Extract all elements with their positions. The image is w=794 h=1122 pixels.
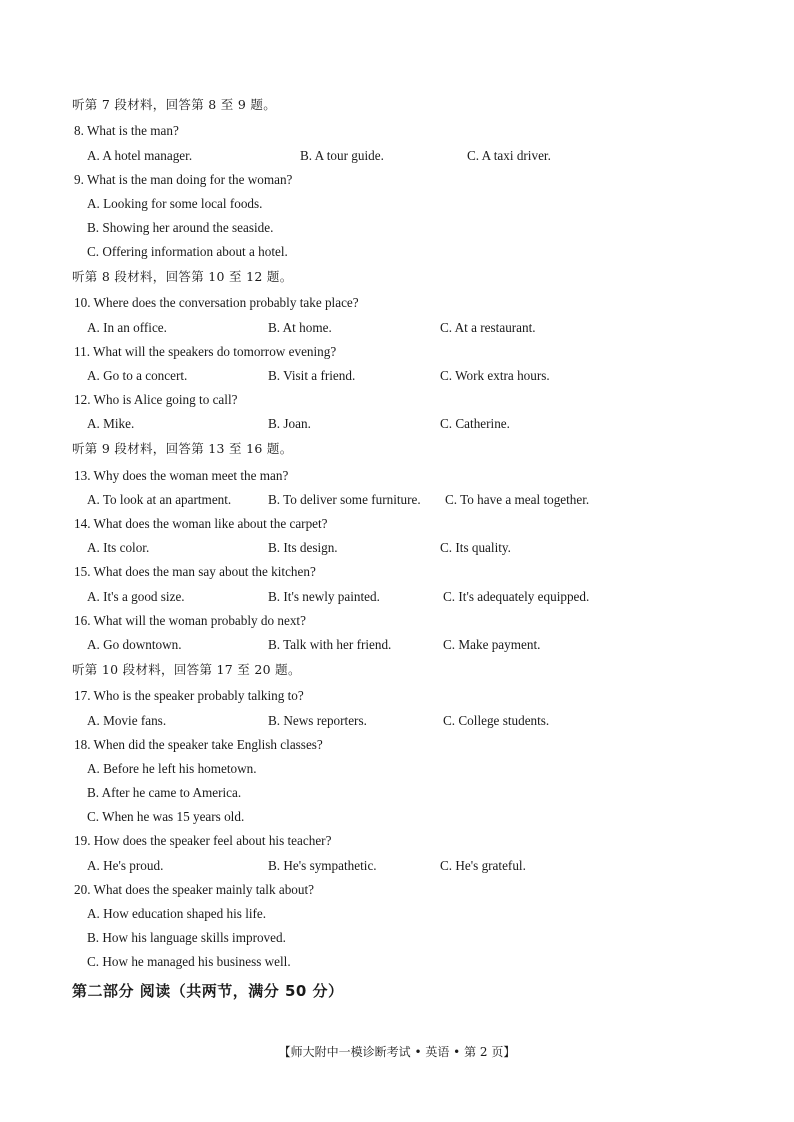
section-instruction-10: 听第 10 段材料，回答第 17 至 20 题。 <box>72 662 301 677</box>
question-17-stem: 17. Who is the speaker probably talking to? <box>74 688 304 703</box>
question-16-option-a: A. Go downtown. <box>87 637 182 652</box>
question-18-stem: 18. When did the speaker take English classes? <box>74 737 323 752</box>
question-8-option-a: A. A hotel manager. <box>87 148 193 163</box>
question-14-option-a: A. Its color. <box>87 540 150 555</box>
question-10-option-a: A. In an office. <box>87 320 167 335</box>
question-18-option-a: A. Before he left his hometown. <box>87 761 257 776</box>
question-13-stem: 13. Why does the woman meet the man? <box>74 468 289 483</box>
question-17-option-c: C. College students. <box>443 713 550 728</box>
question-11-option-a: A. Go to a concert. <box>87 368 188 383</box>
question-19-option-c: C. He's grateful. <box>440 858 526 873</box>
question-8-option-c: C. A taxi driver. <box>467 148 551 163</box>
question-11-option-b: B. Visit a friend. <box>268 368 356 383</box>
question-13-option-b: B. To deliver some furniture. <box>268 492 421 507</box>
question-15-option-c: C. It's adequately equipped. <box>443 589 590 604</box>
question-11-option-c: C. Work extra hours. <box>440 368 550 383</box>
question-20-option-b: B. How his language skills improved. <box>87 930 286 945</box>
question-12-stem: 12. Who is Alice going to call? <box>74 392 238 407</box>
question-10-option-c: C. At a restaurant. <box>440 320 536 335</box>
question-12-option-a: A. Mike. <box>87 416 135 431</box>
section-instruction-7: 听第 7 段材料，回答第 8 至 9 题。 <box>72 97 276 112</box>
question-12-option-c: C. Catherine. <box>440 416 510 431</box>
question-15-option-b: B. It's newly painted. <box>268 589 380 604</box>
question-16-option-b: B. Talk with her friend. <box>268 637 392 652</box>
question-15-stem: 15. What does the man say about the kitchen? <box>74 564 316 579</box>
question-18-option-c: C. When he was 15 years old. <box>87 809 245 824</box>
question-16-option-c: C. Make payment. <box>443 637 541 652</box>
question-9-option-c: C. Offering information about a hotel. <box>87 244 288 259</box>
question-14-option-c: C. Its quality. <box>440 540 511 555</box>
question-9-option-b: B. Showing her around the seaside. <box>87 220 274 235</box>
question-19-stem: 19. How does the speaker feel about his teacher? <box>74 833 332 848</box>
question-11-stem: 11. What will the speakers do tomorrow evening? <box>74 344 337 359</box>
section-instruction-8: 听第 8 段材料，回答第 10 至 12 题。 <box>72 269 293 284</box>
question-20-option-c: C. How he managed his business well. <box>87 954 291 969</box>
question-18-option-b: B. After he came to America. <box>87 785 242 800</box>
question-19-option-a: A. He's proud. <box>87 858 164 873</box>
section-instruction-9: 听第 9 段材料，回答第 13 至 16 题。 <box>72 441 293 456</box>
question-9-option-a: A. Looking for some local foods. <box>87 196 263 211</box>
question-19-option-b: B. He's sympathetic. <box>268 858 377 873</box>
part-two-heading: 第二部分 阅读（共两节，满分 50 分） <box>72 982 344 1000</box>
question-15-option-a: A. It's a good size. <box>87 589 185 604</box>
question-13-option-a: A. To look at an apartment. <box>87 492 232 507</box>
question-17-option-a: A. Movie fans. <box>87 713 167 728</box>
question-16-stem: 16. What will the woman probably do next? <box>74 613 306 628</box>
page-footer: 【师大附中一模诊断考试 • 英语 • 第 2 页】 <box>278 1045 516 1059</box>
question-14-stem: 14. What does the woman like about the carpet? <box>74 516 328 531</box>
question-9-stem: 9. What is the man doing for the woman? <box>74 172 293 187</box>
question-14-option-b: B. Its design. <box>268 540 338 555</box>
question-8-option-b: B. A tour guide. <box>300 148 384 163</box>
question-13-option-c: C. To have a meal together. <box>445 492 590 507</box>
question-17-option-b: B. News reporters. <box>268 713 367 728</box>
question-20-option-a: A. How education shaped his life. <box>87 906 267 921</box>
question-8-stem: 8. What is the man? <box>74 123 179 138</box>
question-12-option-b: B. Joan. <box>268 416 311 431</box>
question-20-stem: 20. What does the speaker mainly talk about? <box>74 882 314 897</box>
question-10-stem: 10. Where does the conversation probably take place? <box>74 295 359 310</box>
question-10-option-b: B. At home. <box>268 320 332 335</box>
